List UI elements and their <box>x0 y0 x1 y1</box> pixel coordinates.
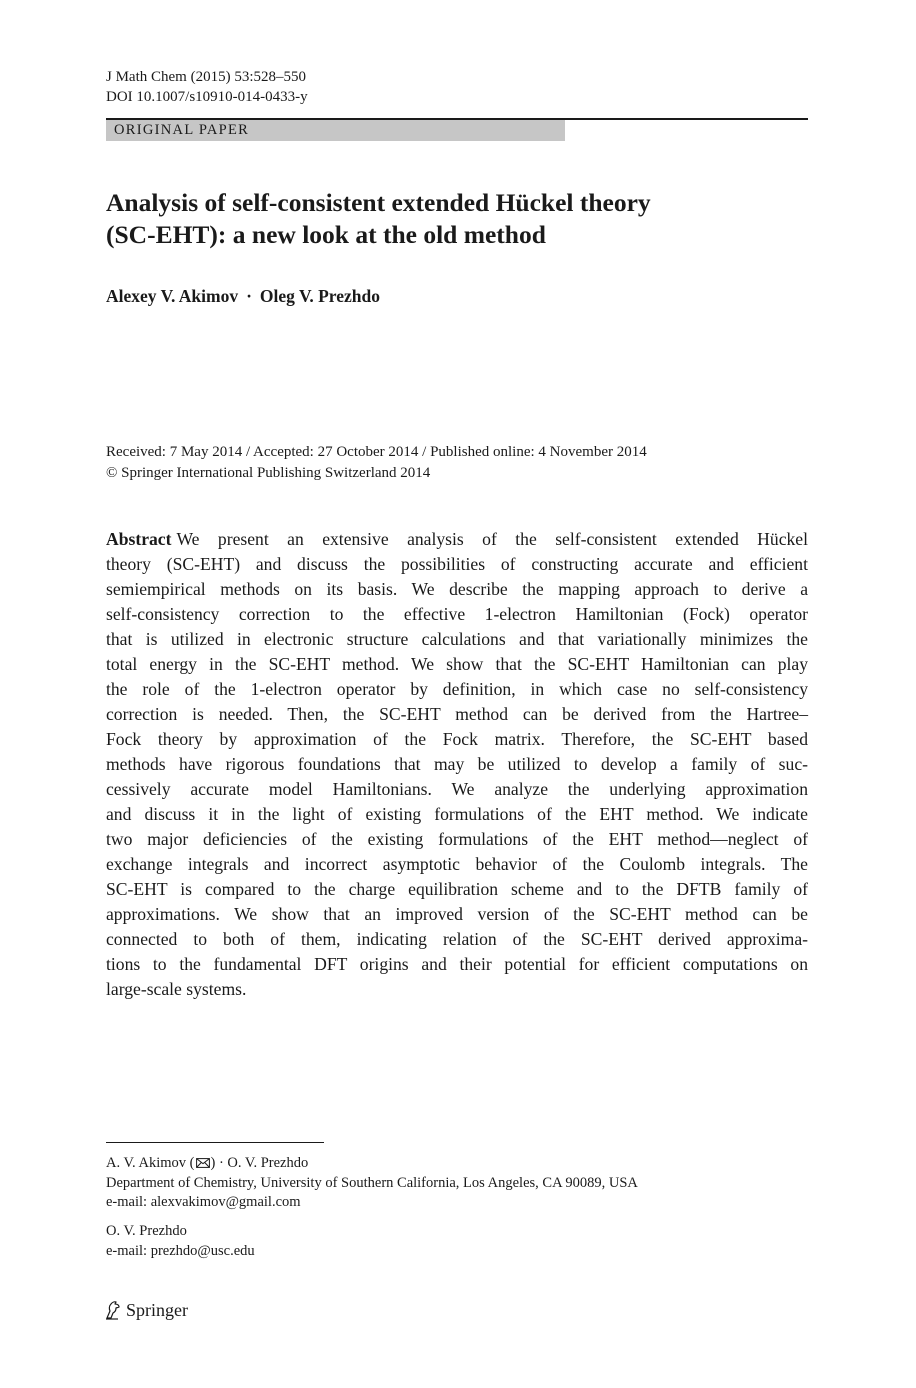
abstract-line: total energy in the SC-EHT method. We show that the SC-EHT Hamiltonian can play <box>106 654 808 674</box>
affiliation-block <box>106 1154 638 1213</box>
paper-type-label: ORIGINAL PAPER <box>114 122 250 138</box>
second-author: O. V. Prezhdo <box>106 1223 187 1239</box>
doi: DOI 10.1007/s10910-014-0433-y <box>106 89 308 105</box>
paper-title <box>106 187 808 251</box>
corresponding-authors <box>106 1154 638 1174</box>
email-prezhdo[interactable]: e-mail: prezhdo@usc.edu <box>106 1242 255 1259</box>
affiliation-block <box>106 1222 255 1261</box>
author-2: Oleg V. Prezhdo <box>259 286 380 306</box>
paper-type-banner <box>106 120 565 141</box>
abstract-line: exchange integrals and incorrect asymptotic behavior of the Coulomb integrals. The <box>106 854 808 874</box>
abstract-line <box>106 527 808 552</box>
abstract-line: and discuss it in the light of existing formulations of the EHT method. We indicate <box>106 804 808 824</box>
article-history <box>106 442 647 484</box>
abstract-line: approximations. We show that an improved version of the SC-EHT method can be <box>106 904 808 924</box>
author-names: A. V. Akimov ( <box>106 1155 195 1171</box>
abstract-line: the role of the 1-electron operator by definition, in which case no self-consistency <box>106 679 808 699</box>
abstract-line: semiempirical methods on its basis. We describe the mapping approach to derive a <box>106 579 808 599</box>
abstract-line: self-consistency correction to the effective 1-electron Hamiltonian (Fock) operator <box>106 604 808 624</box>
abstract-line: tions to the fundamental DFT origins and their potential for efficient computations on <box>106 954 808 974</box>
department: Department of Chemistry, University of Southern California, Los Angeles, CA 90089, USA <box>106 1174 638 1191</box>
abstract-line: methods have rigorous foundations that may be utilized to develop a family of suc- <box>106 754 808 774</box>
publisher-name: Springer <box>126 1300 188 1320</box>
abstract-line: Fock theory by approximation of the Fock matrix. Therefore, the SC-EHT based <box>106 729 808 749</box>
abstract-heading: Abstract <box>106 529 172 549</box>
springer-horse-icon <box>104 1300 122 1320</box>
abstract-line: large-scale systems. <box>106 979 247 999</box>
abstract-line: connected to both of them, indicating relation of the SC-EHT derived approxima- <box>106 929 808 949</box>
author-names-cont: ) · O. V. Prezhdo <box>210 1155 309 1171</box>
abstract-text: We present an extensive analysis of the self-consistent extended Hückel <box>176 529 808 549</box>
abstract-line: cessively accurate model Hamiltonians. We analyze the underlying approximation <box>106 779 808 799</box>
author-separator: · <box>246 286 252 306</box>
abstract-line: theory (SC-EHT) and discuss the possibilities of constructing accurate and efficient <box>106 554 808 574</box>
email-akimov[interactable]: e-mail: alexvakimov@gmail.com <box>106 1194 301 1210</box>
abstract <box>106 527 808 1002</box>
abstract-line: that is utilized in electronic structure calculations and that variationally minimizes the <box>106 629 808 649</box>
abstract-line: SC-EHT is compared to the charge equilibration scheme and to the DFTB family of <box>106 879 808 899</box>
author-list <box>106 284 380 308</box>
paper-title-line-1: Analysis of self-consistent extended Hückel theory <box>106 188 651 217</box>
envelope-icon <box>196 1158 210 1168</box>
abstract-line: two major deficiencies of the existing formulations of the EHT method—neglect of <box>106 829 808 849</box>
copyright: © Springer International Publishing Switzerland 2014 <box>106 465 431 481</box>
journal-citation: J Math Chem (2015) 53:528–550 <box>106 69 306 85</box>
paper-title-line-2: (SC-EHT): a new look at the old method <box>106 220 546 249</box>
history-dates: Received: 7 May 2014 / Accepted: 27 October 2014 / Published online: 4 November 2014 <box>106 444 647 460</box>
author-1: Alexey V. Akimov <box>106 286 239 306</box>
abstract-line: correction is needed. Then, the SC-EHT method can be derived from the Hartree– <box>106 704 808 724</box>
publisher-logo <box>104 1298 188 1322</box>
footnote-rule <box>106 1142 324 1143</box>
